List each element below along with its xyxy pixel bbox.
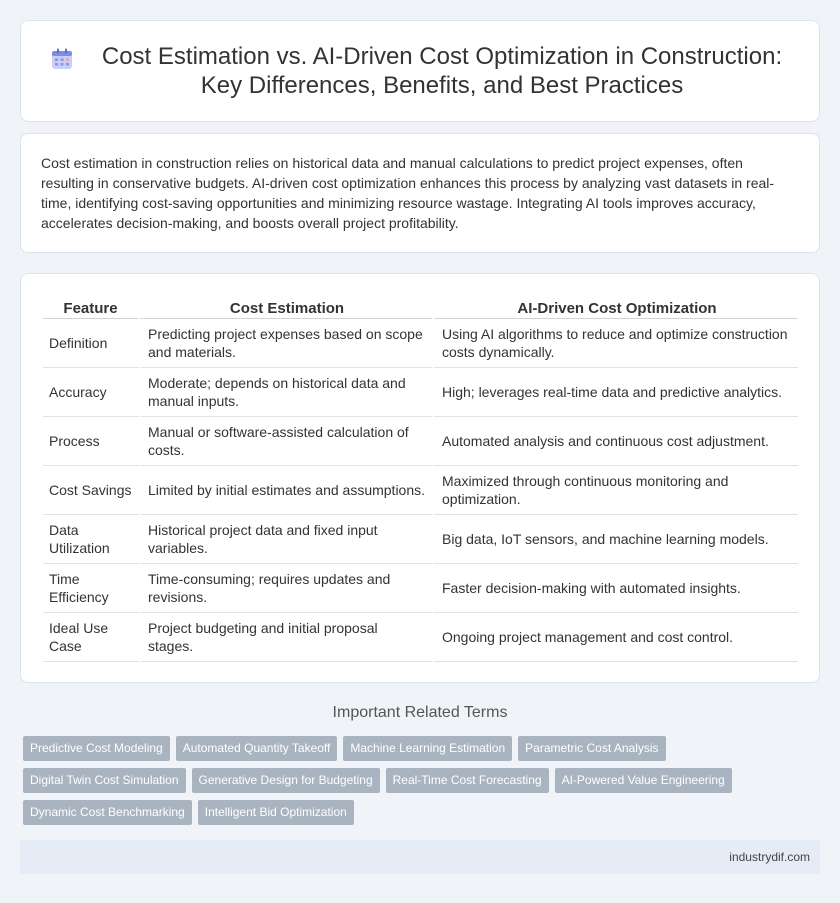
cost-estimation-cell: Manual or software-assisted calculation of costs. <box>138 417 432 466</box>
feature-cell: Cost Savings <box>43 466 138 515</box>
feature-cell: Data Utilization <box>43 515 138 564</box>
related-terms-list <box>23 736 813 832</box>
ai-optimization-cell: Ongoing project management and cost control. <box>432 613 798 662</box>
related-term-tag[interactable]: Digital Twin Cost Simulation <box>23 768 186 793</box>
related-term-tag[interactable]: Intelligent Bid Optimization <box>198 800 354 825</box>
footer <box>20 840 820 874</box>
intro-card <box>20 133 820 253</box>
ai-optimization-cell: High; leverages real-time data and predictive analytics. <box>432 368 798 417</box>
table-header-row <box>43 295 798 319</box>
cost-estimation-cell: Predicting project expenses based on scope and materials. <box>138 319 432 368</box>
ai-optimization-cell: Using AI algorithms to reduce and optimize construction costs dynamically. <box>432 319 798 368</box>
table-row <box>43 319 798 368</box>
header-ai-optimization: AI-Driven Cost Optimization <box>432 295 798 319</box>
cost-estimation-cell: Moderate; depends on historical data and manual inputs. <box>138 368 432 417</box>
related-term-tag[interactable]: Parametric Cost Analysis <box>518 736 665 761</box>
related-term-tag[interactable]: Automated Quantity Takeoff <box>176 736 338 761</box>
intro-paragraph: Cost estimation in construction relies on historical data and manual calculations to predict project expenses, often resulting in conservative budgets. AI-driven cost optimization enhances this process by analyzing vast datasets in real-time, identifying cost-saving opportunities and minimizing resource wastage. Integrating AI tools improves accuracy, accelerates decision-making, and boosts overall project profitability. <box>41 155 775 231</box>
header-cost-estimation: Cost Estimation <box>138 295 432 319</box>
calendar-icon <box>51 48 73 70</box>
related-term-tag[interactable]: Predictive Cost Modeling <box>23 736 170 761</box>
comparison-card <box>20 273 820 683</box>
ai-optimization-cell: Automated analysis and continuous cost adjustment. <box>432 417 798 466</box>
table-row <box>43 417 798 466</box>
table-row <box>43 613 798 662</box>
table-row <box>43 466 798 515</box>
related-term-tag[interactable]: AI-Powered Value Engineering <box>555 768 732 793</box>
feature-cell: Process <box>43 417 138 466</box>
feature-cell: Accuracy <box>43 368 138 417</box>
ai-optimization-cell: Faster decision-making with automated insights. <box>432 564 798 613</box>
ai-optimization-cell: Maximized through continuous monitoring and optimization. <box>432 466 798 515</box>
related-term-tag[interactable]: Generative Design for Budgeting <box>192 768 380 793</box>
table-row <box>43 564 798 613</box>
footer-site-link[interactable]: industrydif.com <box>729 850 810 864</box>
related-term-tag[interactable]: Real-Time Cost Forecasting <box>386 768 549 793</box>
feature-cell: Ideal Use Case <box>43 613 138 662</box>
title-card <box>20 20 820 122</box>
header-feature: Feature <box>43 295 138 319</box>
table-row <box>43 368 798 417</box>
cost-estimation-cell: Limited by initial estimates and assumptions. <box>138 466 432 515</box>
table-row <box>43 515 798 564</box>
related-term-tag[interactable]: Machine Learning Estimation <box>343 736 512 761</box>
feature-cell: Time Efficiency <box>43 564 138 613</box>
ai-optimization-cell: Big data, IoT sensors, and machine learning models. <box>432 515 798 564</box>
cost-estimation-cell: Time-consuming; requires updates and revisions. <box>138 564 432 613</box>
comparison-table <box>43 295 798 662</box>
cost-estimation-cell: Project budgeting and initial proposal stages. <box>138 613 432 662</box>
related-terms-heading: Important Related Terms <box>332 704 508 721</box>
cost-estimation-cell: Historical project data and fixed input variables. <box>138 515 432 564</box>
related-term-tag[interactable]: Dynamic Cost Benchmarking <box>23 800 192 825</box>
page-title: Cost Estimation vs. AI-Driven Cost Optimization in Construction: Key Differences, Benefits, and Best Practices <box>101 43 783 99</box>
feature-cell: Definition <box>43 319 138 368</box>
